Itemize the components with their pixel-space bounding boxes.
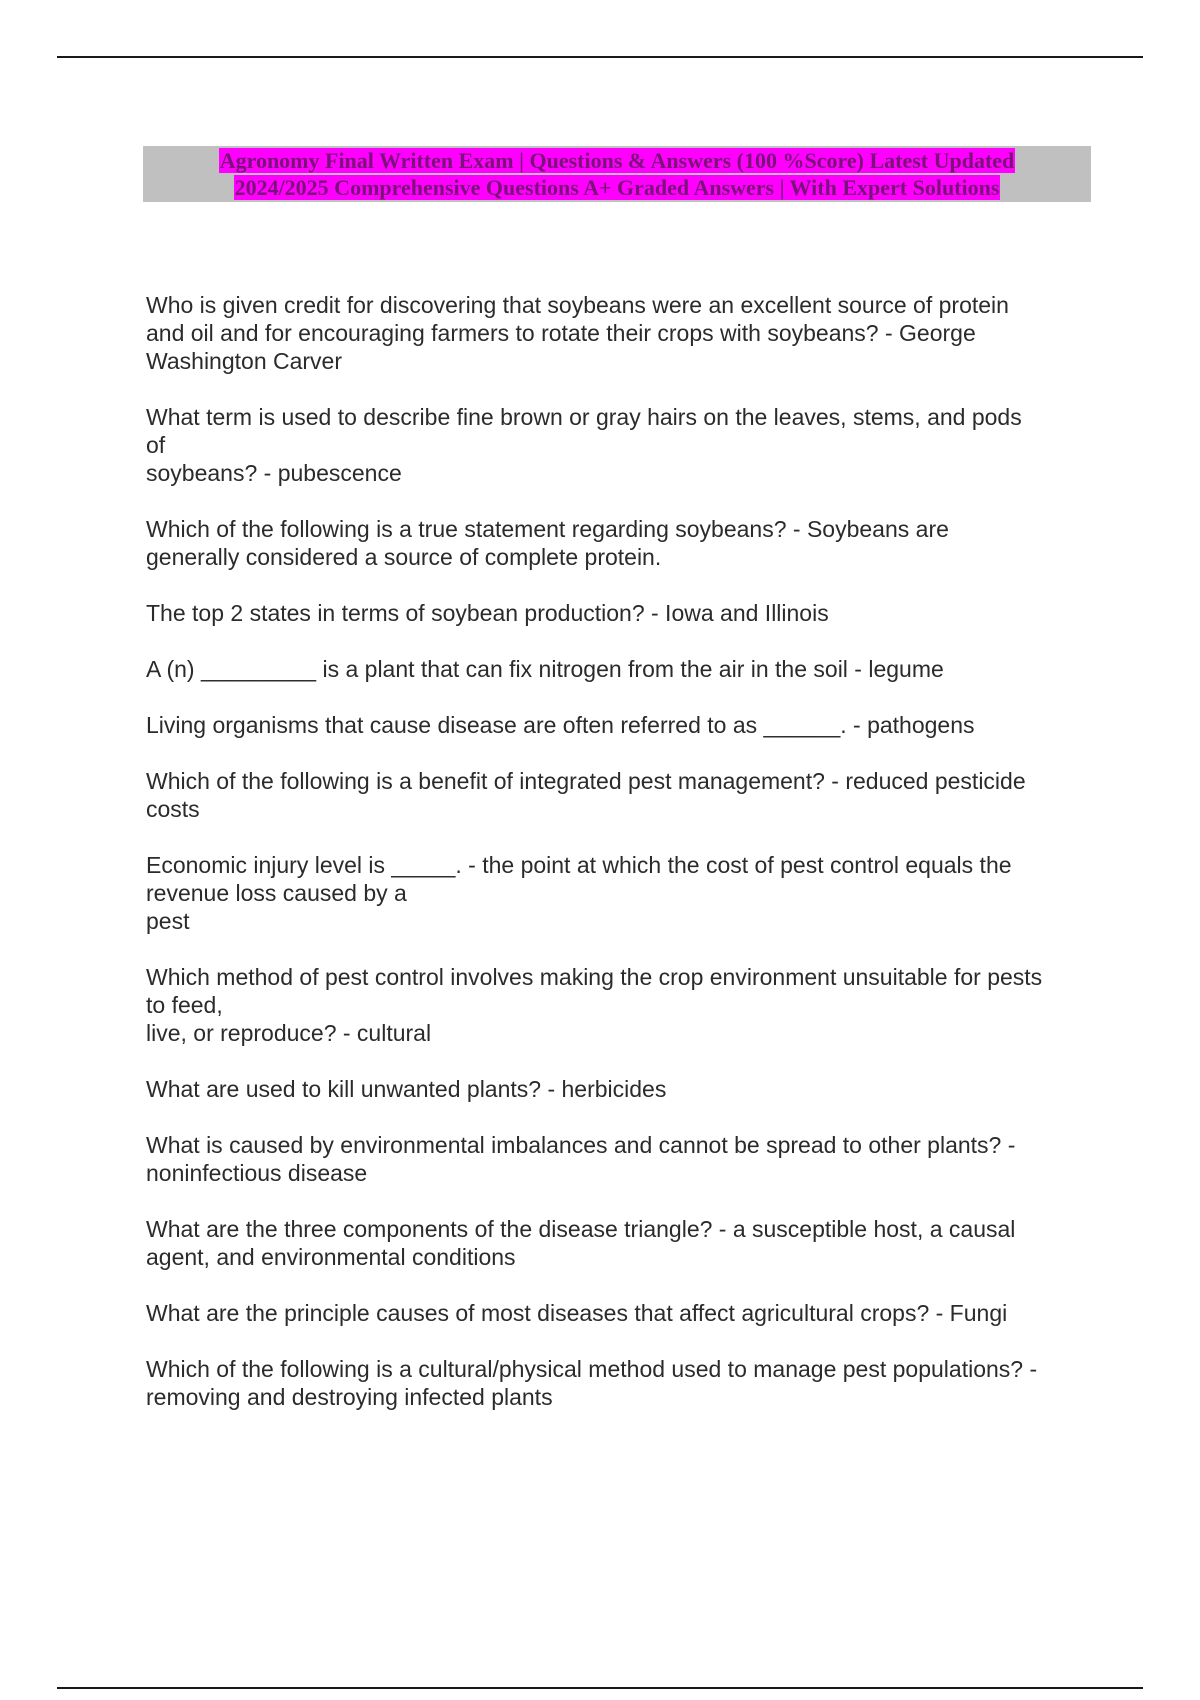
qa-item: Which of the following is a cultural/physical method used to manage pest populations? - removing and destroying infected plants [146, 1356, 1038, 1410]
top-rule [57, 56, 1143, 58]
qa-item: Which of the following is a benefit of integrated pest management? - reduced pesticide costs [146, 768, 1026, 822]
qa-item: The top 2 states in terms of soybean production? - Iowa and Illinois [146, 600, 829, 626]
qa-item: Who is given credit for discovering that soybeans were an excellent source of protein and oil and for encouraging farmers to rotate their crops with soybeans? - George Washington Carver [146, 292, 1009, 374]
qa-item: What are the principle causes of most diseases that affect agricultural crops? - Fungi [146, 1300, 1008, 1326]
qa-item: Which of the following is a true statement regarding soybeans? - Soybeans are generally considered a source of complete protein. [146, 516, 949, 570]
qa-item: What are used to kill unwanted plants? - herbicides [146, 1076, 667, 1102]
qa-item: Living organisms that cause disease are often referred to as ______. - pathogens [146, 712, 975, 738]
qa-list [146, 291, 1096, 1439]
title-line-1: Agronomy Final Written Exam | Questions & Answers (100 %Score) Latest Updated [219, 148, 1015, 173]
bottom-rule [57, 1687, 1143, 1689]
title-line-2: 2024/2025 Comprehensive Questions A+ Graded Answers | With Expert Solutions [234, 175, 1000, 200]
qa-item: What are the three components of the disease triangle? - a susceptible host, a causal agent, and environmental conditions [146, 1216, 1016, 1270]
qa-item: Which method of pest control involves making the crop environment unsuitable for pests to feed, live, or reproduce? - cultural [146, 964, 1043, 1046]
qa-item: A (n) _________ is a plant that can fix nitrogen from the air in the soil - legume [146, 656, 944, 682]
qa-item: Economic injury level is _____. - the point at which the cost of pest control equals the revenue loss caused by a pest [146, 852, 1012, 934]
qa-item: What term is used to describe fine brown or gray hairs on the leaves, stems, and pods of soybeans? - pubescence [146, 404, 1022, 486]
qa-item: What is caused by environmental imbalances and cannot be spread to other plants? - noninfectious disease [146, 1132, 1016, 1186]
title-banner [143, 146, 1091, 202]
document-title [143, 147, 1091, 201]
